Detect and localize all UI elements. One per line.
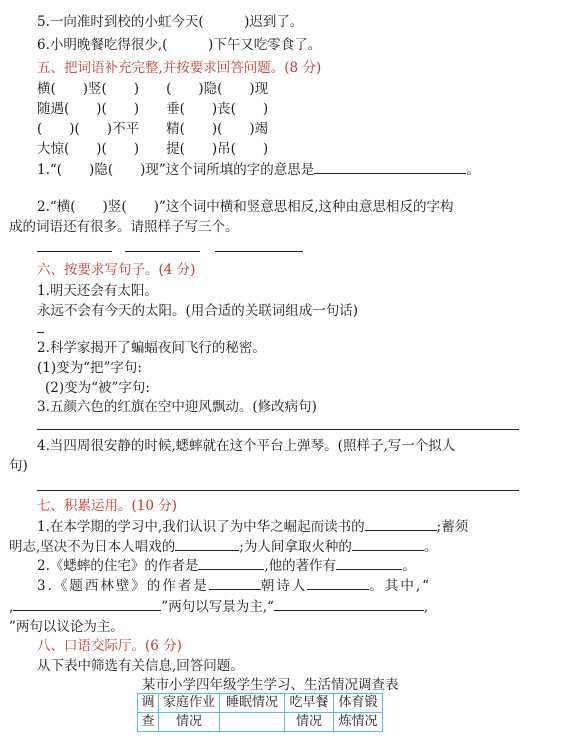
- s6-q1-line-1: 1.明天还会有太阳。: [37, 283, 158, 299]
- q4-item-5: 5.一向准时到校的小虹今天( )迟到了。: [37, 14, 304, 30]
- table-row: [138, 694, 383, 713]
- s6-q1-line-2: 永远不会有今天的太阳。(用合适的关联词组成一句话): [37, 303, 359, 319]
- section-5-title: 五、把词语补充完整,并按要求回答问题。(8 分): [37, 60, 322, 76]
- section-8-title: 八、口语交际厅。(6 分): [37, 638, 182, 654]
- table-row: [138, 713, 383, 732]
- s5-word-row-2: 随遇( )( ) 垂( )丧( ): [37, 101, 269, 117]
- s7-q3-line-1: 3.《题西林壁》的作者是 朝诗人 。其中,“: [37, 578, 432, 594]
- table-cell: 情况: [285, 713, 334, 732]
- s7-q3-scene-blank-1[interactable]: [13, 598, 161, 611]
- s8-intro: 从下表中筛选有关信息,回答问题。: [37, 658, 244, 674]
- table-cell: 查: [138, 713, 159, 732]
- section-6-title: 六、按要求写句子。(4 分): [37, 262, 196, 278]
- s6-q4-line-1: 4.当四周很安静的时候,蟋蟀就在这个平台上弹琴。(照样子,写一个拟人: [37, 438, 456, 454]
- table-cell: 调: [138, 694, 159, 713]
- s5-word-row-4: 大惊( )( ) 提( )吊( ): [37, 141, 269, 157]
- s7-q1-blank-1[interactable]: [365, 518, 437, 531]
- section-7-title: 七、积累运用。(10 分): [37, 498, 178, 514]
- s7-q1-line-1: 1.在本学期的学习中,我们认识了为中华之崛起而读书的 ;蓄须: [37, 519, 469, 535]
- survey-table: [137, 693, 383, 732]
- s5-q1-answer-blank[interactable]: [314, 161, 466, 174]
- s5-question-1: 1.“( )隐( )现”这个词所填的字的意思是 。: [37, 162, 480, 178]
- s6-q2-part-2: (2)变为“被”字句:: [45, 380, 150, 396]
- s7-q2-blank-1[interactable]: [198, 557, 264, 570]
- s7-q3-line-2: , ”两句以写景为主,“ ,: [9, 599, 429, 615]
- s6-q3: 3.五颜六色的红旗在空中迎风飘动。(修改病句): [37, 399, 317, 415]
- s7-q3-line-3: ”两句以议论为主。: [9, 619, 124, 635]
- s7-q3-scene-blank-2[interactable]: [274, 598, 424, 611]
- s6-q2: 2.科学家揭开了蝙蝠夜间飞行的秘密。: [37, 340, 266, 356]
- s7-q1-blank-3[interactable]: [352, 538, 424, 551]
- table-cell: 炼情况: [334, 713, 383, 732]
- s7-q1-line-2: 明志,坚决不为日本人唱戏的 ;为人间拿取火种的 。: [9, 539, 438, 555]
- s5-q2-answer-blank-2[interactable]: [125, 251, 200, 252]
- s6-q3-answer-blank[interactable]: [37, 429, 519, 430]
- survey-table-title: 某市小学四年级学生学习、生活情况调查表: [142, 677, 399, 693]
- table-cell: 体育锻: [334, 694, 383, 713]
- s5-word-row-1: 横( )竖( ) ( )隐( )现: [37, 81, 269, 97]
- s5-question-2-line-1: 2.“横( )竖( )”这个词中横和竖意思相反,这种由意思相反的字构: [37, 199, 454, 215]
- s6-q4-answer-blank[interactable]: [37, 490, 519, 491]
- s6-q2-part-1: (1)变为“把”字句:: [37, 360, 142, 376]
- table-cell: 情况: [159, 713, 220, 732]
- table-cell: 吃早餐: [285, 694, 334, 713]
- s6-q1-answer-blank[interactable]: [37, 332, 44, 333]
- s7-q3-dynasty-blank[interactable]: [209, 577, 261, 590]
- table-cell: [220, 713, 285, 732]
- s7-q3-poet-blank[interactable]: [307, 577, 369, 590]
- s7-q2: 2.《蟋蟀的住宅》的作者是 ,他的著作有 。: [37, 558, 416, 574]
- s5-q2-answer-blank-1[interactable]: [37, 251, 112, 252]
- s6-q4-line-2: 句): [9, 458, 28, 474]
- table-cell: 家庭作业: [159, 694, 220, 713]
- s5-word-row-3: ( )( )不平 精( )( )竭: [37, 121, 269, 137]
- q4-item-6: 6.小明晚餐吃得很少,( )下午又吃零食了。: [37, 37, 322, 53]
- s7-q1-blank-2[interactable]: [175, 538, 239, 551]
- s5-question-2-line-2: 成的词语还有很多。请照样子写三个。: [9, 219, 239, 235]
- table-cell: 睡眠情况: [220, 694, 285, 713]
- s5-q2-answer-blank-3[interactable]: [215, 251, 303, 252]
- s7-q2-blank-2[interactable]: [336, 557, 402, 570]
